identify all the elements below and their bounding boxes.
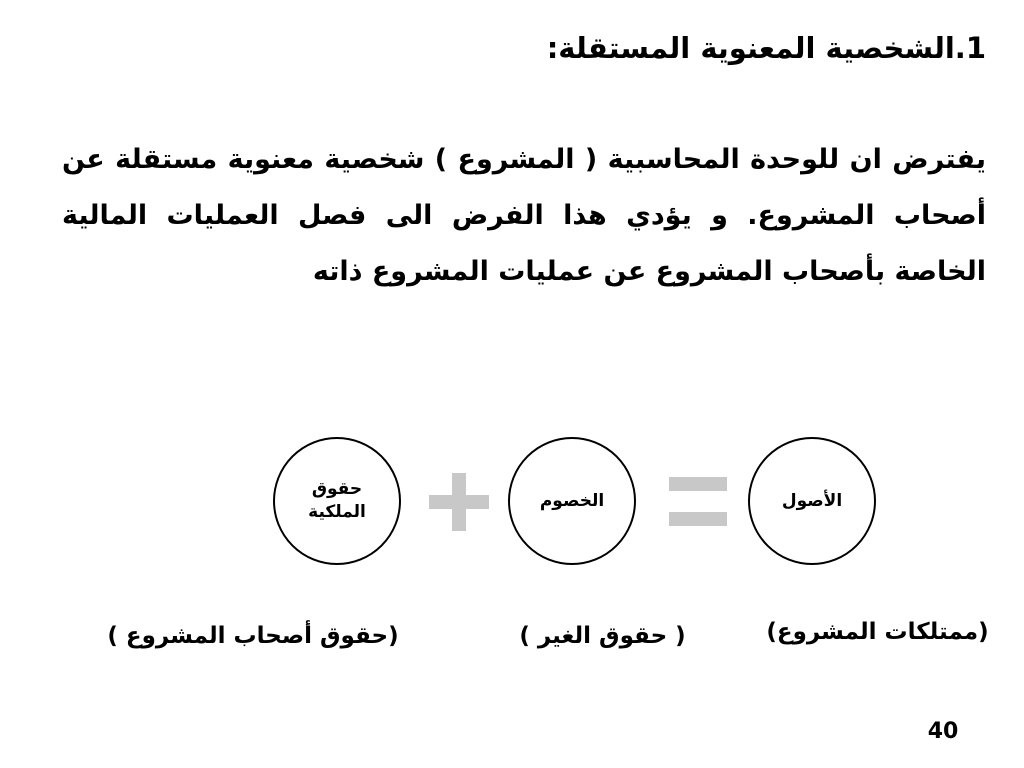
equity-circle xyxy=(273,437,401,565)
assets-caption: (ممتلكات المشروع) xyxy=(766,619,989,645)
slide-title: 1.الشخصية المعنوية المستقلة: xyxy=(546,31,986,65)
equals-icon xyxy=(669,477,727,527)
body-paragraph: يفترض ان للوحدة المحاسبية ( المشروع ) شخصية معنوية مستقلة عن أصحاب المشروع. و يؤدي هذا الفرض الى فصل العمليات المالية الخاصة بأصحاب المشروع عن عمليات المشروع ذاته xyxy=(62,144,986,287)
plus-bar-vertical xyxy=(452,473,466,531)
equity-label: حقوق الملكية xyxy=(308,479,366,522)
plus-icon xyxy=(429,473,489,531)
equals-bar-top xyxy=(669,477,727,491)
assets-circle xyxy=(748,437,876,565)
assets-label: الأصول xyxy=(781,490,843,511)
equals-bar-bottom xyxy=(669,512,727,526)
liabilities-label: الخصوم xyxy=(539,490,605,511)
liabilities-circle xyxy=(508,437,636,565)
page-number: 40 xyxy=(927,719,959,744)
equity-caption: (حقوق أصحاب المشروع ) xyxy=(107,623,399,649)
liabilities-caption: ( حقوق الغير ) xyxy=(519,623,686,649)
